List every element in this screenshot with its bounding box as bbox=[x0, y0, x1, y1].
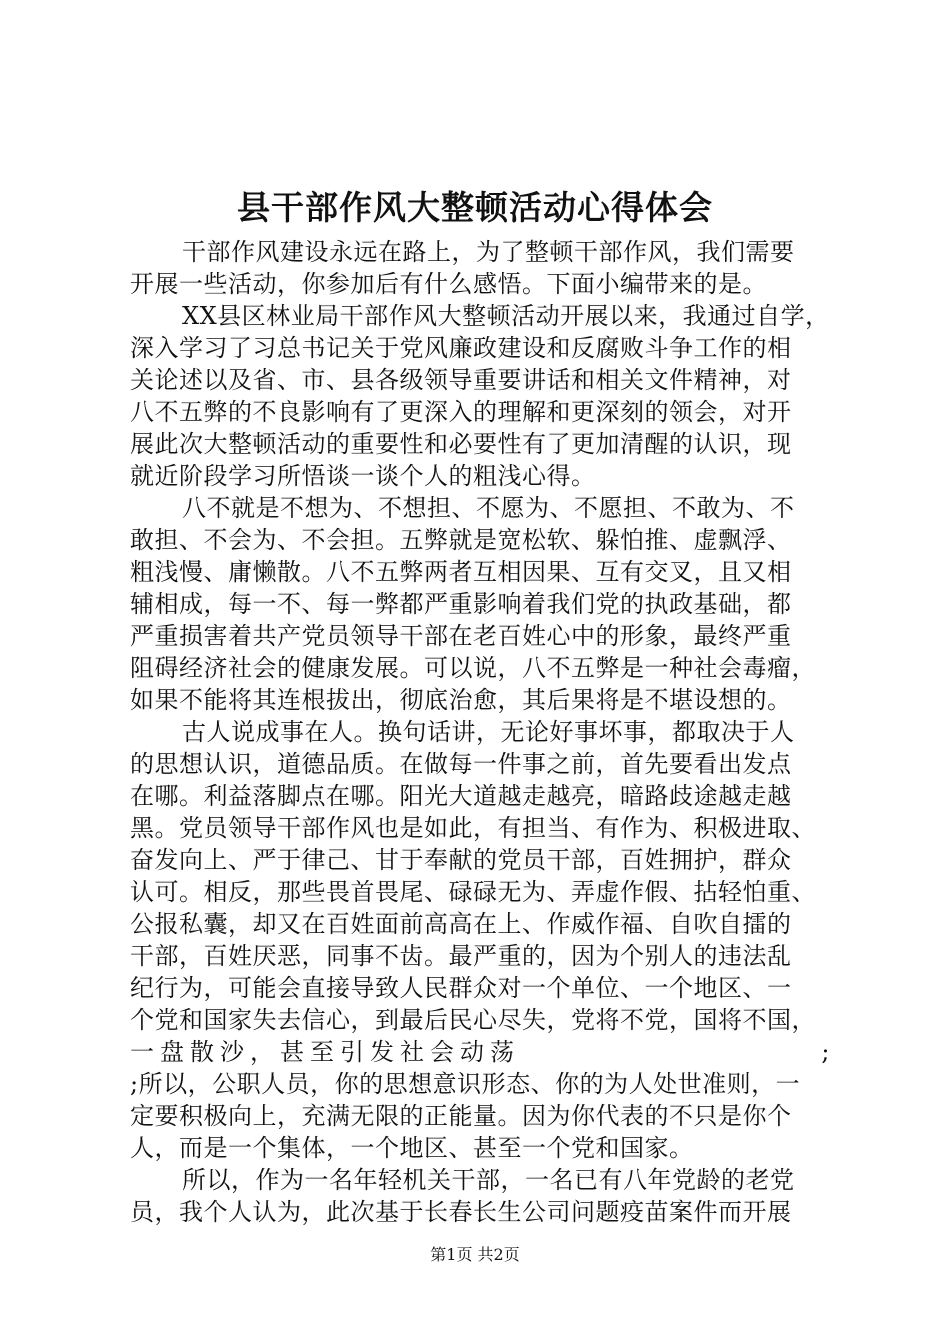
document-title: 县干部作风大整顿活动心得体会 bbox=[237, 188, 713, 227]
text-line: 八不就是不想为、不想担、不愿为、不愿担、不敢为、不 bbox=[182, 494, 795, 522]
text-line: 辅相成，每一不、每一弊都严重影响着我们党的执政基础，都 bbox=[130, 590, 792, 618]
text-line: 奋发向上、严于律己、甘于奉献的党员干部，百姓拥护，群众 bbox=[130, 846, 792, 874]
text-line: 公报私囊，却又在百姓面前高高在上、作威作福、自吹自擂的 bbox=[130, 910, 792, 938]
text-line: ;所以，公职人员，你的思想意识形态、你的为人处世准则，一 bbox=[130, 1070, 801, 1098]
text-line: 个党和国家失去信心，到最后民心尽失，党将不党，国将不国， bbox=[130, 1006, 816, 1034]
text-line: 在哪。利益落脚点在哪。阳光大道越走越亮，暗路歧途越走越 bbox=[130, 782, 792, 810]
text-line: 敢担、不会为、不会担。五弊就是宽松软、躲怕推、虚飘浮、 bbox=[130, 526, 792, 554]
text-line-justified bbox=[130, 1036, 830, 1068]
text-line: 展此次大整顿活动的重要性和必要性有了更加清醒的认识，现 bbox=[130, 430, 792, 458]
text-line: 干部作风建设永远在路上，为了整顿干部作风，我们需要 bbox=[182, 238, 795, 266]
text-line: 古人说成事在人。换句话讲，无论好事坏事，都取决于人 bbox=[182, 718, 795, 746]
text-line: XX县区林业局干部作风大整顿活动开展以来，我通过自学， bbox=[182, 302, 830, 330]
text-line: 认可。相反，那些畏首畏尾、碌碌无为、弄虚作假、拈轻怕重、 bbox=[130, 878, 816, 906]
text-line: 定要积极向上，充满无限的正能量。因为你代表的不只是你个 bbox=[130, 1102, 792, 1130]
text-line: 开展一些活动，你参加后有什么感悟。下面小编带来的是。 bbox=[130, 270, 767, 298]
page-footer: 第1页 共2页 bbox=[430, 1245, 520, 1264]
text-line: 粗浅慢、庸懒散。八不五弊两者互相因果、互有交叉，且又相 bbox=[130, 558, 792, 586]
text-line: 纪行为，可能会直接导致人民群众对一个单位、一个地区、一 bbox=[130, 974, 792, 1002]
text-line: 员，我个人认为，此次基于长春长生公司问题疫苗案件而开展 bbox=[130, 1198, 792, 1226]
text-line: 就近阶段学习所悟谈一谈个人的粗浅心得。 bbox=[130, 462, 596, 490]
text-line: 人，而是一个集体，一个地区、甚至一个党和国家。 bbox=[130, 1134, 694, 1162]
text-line-end: ; bbox=[821, 1038, 830, 1066]
text-line: 如果不能将其连根拔出，彻底治愈，其后果将是不堪设想的。 bbox=[130, 686, 792, 714]
text-line: 所以，作为一名年轻机关干部，一名已有八年党龄的老党 bbox=[182, 1166, 795, 1194]
text-line: 黑。党员领导干部作风也是如此，有担当、有作为、积极进取、 bbox=[130, 814, 816, 842]
text-line: 严重损害着共产党员领导干部在老百姓心中的形象，最终严重 bbox=[130, 622, 792, 650]
text-line: 的思想认识，道德品质。在做每一件事之前，首先要看出发点 bbox=[130, 750, 792, 778]
text-line: 深入学习了习总书记关于党风廉政建设和反腐败斗争工作的相 bbox=[130, 334, 792, 362]
text-line: 阻碍经济社会的健康发展。可以说，八不五弊是一种社会毒瘤， bbox=[130, 654, 816, 682]
text-line-start: 一盘散沙，甚至引发社会动荡 bbox=[130, 1038, 520, 1066]
document-body bbox=[130, 236, 830, 1228]
text-line: 关论述以及省、市、县各级领导重要讲话和相关文件精神，对 bbox=[130, 366, 792, 394]
text-line: 干部，百姓厌恶，同事不齿。最严重的，因为个别人的违法乱 bbox=[130, 942, 792, 970]
text-line: 八不五弊的不良影响有了更深入的理解和更深刻的领会，对开 bbox=[130, 398, 792, 426]
